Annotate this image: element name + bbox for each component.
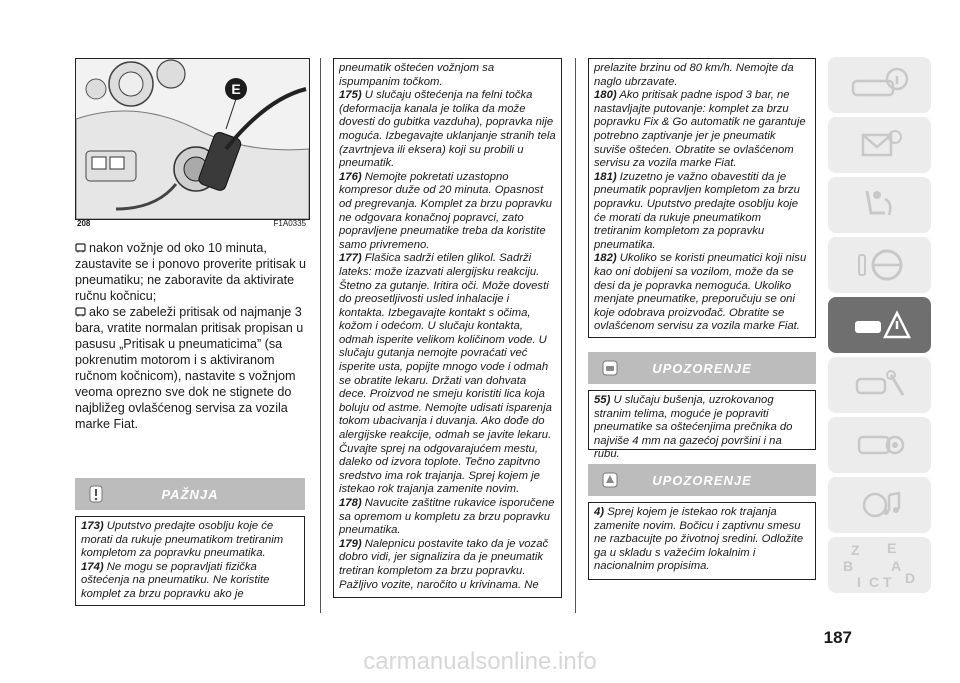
- item-number: 55): [594, 394, 611, 406]
- item-number: 176): [339, 170, 362, 183]
- warning-lights-icon: [845, 125, 915, 165]
- index-letter: T: [882, 574, 892, 590]
- attention-box: [75, 516, 305, 606]
- car-info-icon: [845, 65, 915, 105]
- tab-maintenance[interactable]: [828, 357, 931, 413]
- warning-header-1: [588, 352, 816, 384]
- multimedia-icon: [845, 485, 915, 525]
- bullet-paragraph-2: [75, 304, 310, 432]
- attention-item: [81, 561, 299, 602]
- tab-warning-lights[interactable]: [828, 117, 931, 173]
- item-number: 178): [339, 497, 362, 509]
- tab-breakdown[interactable]: [828, 297, 931, 353]
- figure-code: F1A0335: [273, 219, 306, 228]
- continuation-text: prelazite brzinu od 80 km/h. Nemojte da naglo ubrzavate.: [594, 62, 794, 88]
- item-text: U slučaju bušenja, uzrokovanog stranim telima, moguće je popraviti pneumatike sa oštećenjima prečnika do najviše 4 mm na gazećoj površini i na rubu.: [594, 394, 793, 461]
- item-number: 181): [594, 170, 617, 183]
- warning-item: [594, 506, 810, 574]
- warning-item: [594, 394, 810, 462]
- item-text: Nalepnicu postavite tako da je vozač dobro vidi, jer signalizira da je pneumatik tretiran kompletom za brzu popravku. Pažljivo vozite, naročito u krivinama. Ne: [339, 537, 549, 591]
- seat-airbag-icon: [845, 185, 915, 225]
- index-letter: Z: [850, 542, 860, 558]
- note-item: [339, 538, 556, 592]
- warning-title-2: UPOZORENJE: [652, 473, 752, 488]
- item-number: 4): [594, 506, 605, 518]
- item-number: 179): [339, 537, 362, 550]
- compressor-illustration: [76, 59, 309, 219]
- figure-caption: [75, 219, 308, 231]
- attention-header: [75, 478, 305, 510]
- technical-data-icon: [845, 425, 915, 465]
- warning-box-1: [588, 390, 816, 461]
- index-letter: E: [886, 540, 896, 556]
- index-letter: B: [842, 558, 853, 574]
- chapter-sidebar: [828, 57, 931, 597]
- maintenance-icon: [845, 365, 915, 405]
- item-text: Uputstvo predajte osoblju koje će morati da rukuje pneumatikom tretiranim kompletom za popravku pneumatika.: [81, 520, 284, 560]
- warning-title-1: UPOZORENJE: [652, 361, 752, 376]
- note-item: [594, 171, 810, 253]
- item-number: 173): [81, 520, 104, 532]
- item-text: U slučaju oštećenja na felni točka (deformacija kanala je tolika da može dovesti do gubitka vazduha), popravka nije moguća. Izbegavajte uklanjanje stranih tela (zavrtnjeva ili eksera) koji su probili u pneumatik.: [339, 89, 556, 170]
- note-item: [339, 89, 556, 171]
- watermark: carmanualsonline.info: [363, 648, 597, 675]
- item-number: 182): [594, 252, 617, 265]
- item-text: Nemojte pokretati uzastopno kompresor duže od 20 minuta. Opasnost od pregrevanja. Komplet za brzu popravku ne odgovara konačnoj popravci, zato popravljene pneumatike treba da koristite samo privremeno.: [339, 170, 552, 251]
- item-text: Flašica sadrži etilen glikol. Sadrži lateks: može izazvati alergijsku reakciju. Štetno za gutanje. Iritira oči. Može dovesti do preosetljivosti usled inhalacije i kontakta. Izbegavajte kontakt s očima, kožom i odećom. U slučaju kontakta, odmah isperite velikom količinom vode. U slučaju gutanja nemojte povraćati već isperite usta, popijte mnogo vode i odmah se obratite lekaru. Držati van dohvata dece. Proizvod ne smeju koristiti lica koja boluju od astme. Nemojte udisati isparenja tokom ubacivanja i duvanja. Ako dođe do alergijske reakcije, odmah se javite lekaru. Čuvajte sprej na odgovarajućem mestu, daleko od izvora toplote. Tečno zapitvno sredstvo ima rok trajanja. Sprej kojem je istekao rok trajanja zamenite novim.: [339, 252, 552, 496]
- item-number: 180): [594, 89, 617, 102]
- figure-badge: E: [231, 81, 241, 97]
- warning-box-2: [588, 502, 816, 580]
- item-text: Ako pritisak padne ispod 3 bar, ne nastavljajte putovanje: komplet za brzu popravku Fix & Go automatik ne garantuje potrebno zaptivanje jer je pneumatik suviše oštećen. Obratite se ovlašćenom servisu za vozila marke Fiat.: [594, 89, 806, 170]
- item-text: Izuzetno je važno obavestiti da je pneumatik popravljen kompletom za brzu popravku. Uputstvo predajte osoblju koje će morati da rukuje pneumatikom tretiranim kompletom za popravku pneumatika.: [594, 170, 800, 251]
- note-item: [594, 89, 810, 171]
- tire-bullet-icon: [75, 242, 86, 253]
- index-letter: I: [856, 574, 861, 590]
- index-letter: D: [904, 570, 915, 586]
- note-item: [594, 252, 810, 334]
- item-text: Navucite zaštitne rukavice isporučene sa opremom u kompletu za brzu popravku pneumatika.: [339, 497, 555, 537]
- figure-image: [75, 58, 310, 220]
- note-item: [339, 497, 556, 538]
- item-number: 174): [81, 560, 104, 573]
- steering-icon: [845, 245, 915, 285]
- breakdown-icon: [845, 305, 915, 345]
- tab-seat-airbag[interactable]: [828, 177, 931, 233]
- column-divider: [320, 58, 321, 613]
- bullet-text-2: ako se zabeleži pritisak od najmanje 3 bara, vratite normalan pritisak propisan u pasusu „Pritisak u pneumaticima” (sa pokrenutim motorom i s aktiviranom ručnom kočnicom), nastavite s vožnjom veoma oprezno sve dok ne stignete do najbližeg ovlašćenog servisa za vozila marke Fiat.: [75, 305, 304, 431]
- tab-steering[interactable]: [828, 237, 931, 293]
- bullet-text-1: nakon vožnje od oko 10 minuta, zaustavite se i ponovo proverite pritisak u pneumatiku; ne zaboravite da aktivirate ručnu kočnicu;: [75, 241, 307, 303]
- tab-multimedia[interactable]: [828, 477, 931, 533]
- attention-item: [81, 520, 299, 561]
- figure-number: 208: [77, 219, 91, 228]
- index-letter: C: [868, 574, 879, 590]
- bullet-paragraph-1: [75, 240, 310, 304]
- item-text: Sprej kojem je istekao rok trajanja zamenite novim. Bočicu i zaptivnu smesu ne razbacujte po životnoj sredini. Odložite ga u skladu s važećim lokalnim i nacionalnim propisima.: [594, 506, 804, 573]
- note-item: [339, 252, 556, 497]
- index-letter: A: [890, 558, 901, 574]
- column3-box: [588, 58, 816, 338]
- tab-index[interactable]: [828, 537, 931, 593]
- page-number: 187: [823, 628, 852, 647]
- item-number: 177): [339, 252, 362, 265]
- tab-car-info[interactable]: [828, 57, 931, 113]
- note-item: [339, 171, 556, 253]
- column2-box: [333, 58, 562, 598]
- index-icon: [835, 539, 925, 591]
- tab-technical-data[interactable]: [828, 417, 931, 473]
- tire-bullet-icon: [75, 306, 86, 317]
- item-text: Ne mogu se popravljati fizička oštećenja na pneumatiku. Ne koristite komplet za brzu popravku ako je: [81, 560, 270, 600]
- continuation-text: pneumatik oštećen vožnjom sa ispumpanim točkom.: [339, 62, 495, 88]
- item-text: Ukoliko se koristi pneumatici koji nisu kao oni dobijeni sa vozilom, može da se desi da je popravka nemoguća. Ukoliko menjate pneumatike, preporučuju se oni koje odobrava proizvođač. Obratite se ovlašćenom servisu za vozila marke Fiat.: [594, 252, 807, 333]
- attention-title: PAŽNJA: [161, 487, 219, 502]
- column-divider: [575, 58, 576, 613]
- item-number: 175): [339, 89, 362, 102]
- warning-header-2: [588, 464, 816, 496]
- column1-body: [75, 240, 310, 432]
